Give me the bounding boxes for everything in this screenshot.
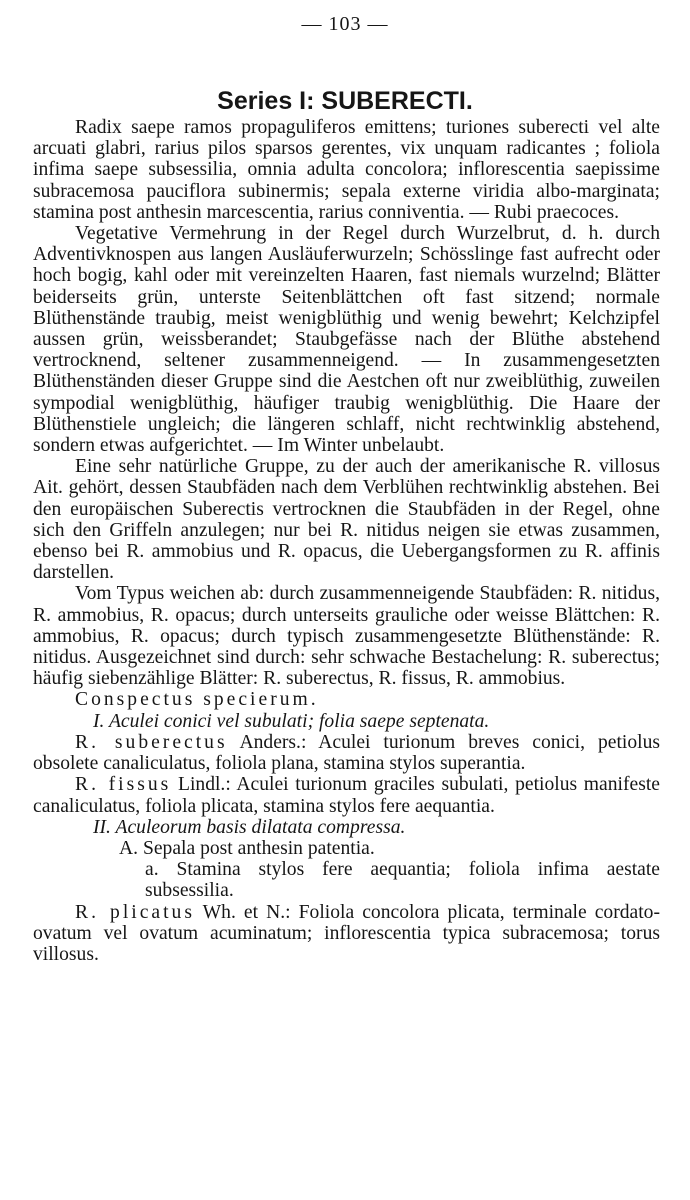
species-description: Aculei turionum graciles subulati, petiolus manifeste canaliculatus, foliola plicata, stamina stylos fere aequantia. xyxy=(33,774,660,817)
species-author: Wh. et N.: xyxy=(202,901,291,923)
text-body xyxy=(33,117,660,965)
species-entry-fissus xyxy=(33,774,660,816)
species-entry-plicatus xyxy=(33,902,660,966)
species-name: R. suberectus xyxy=(75,731,228,753)
species-name: R. fissus xyxy=(75,774,172,796)
species-author: Anders.: xyxy=(239,731,307,753)
section-title: Series I: SUBERECTI. xyxy=(217,87,473,115)
paragraph-group-remarks: Eine sehr natürliche Gruppe, zu der auch der amerikanische R. villosus Ait. gehört, dessen Staubfäden nach dem Verblühen rechtwinklig abstehen. Bei den europäischen Suberectis vertrocknen die Staubfäden in der Regel, ohne sich den Griffeln anzulegen; nur bei R. nitidus neigen sie etwas zusammen, ebenso bei R. ammobius und R. opacus, die Uebergangsformen zu R. affinis darstellen. xyxy=(33,456,660,584)
conspectus-heading: Conspectus specierum. xyxy=(75,689,319,711)
paragraph-deviations: Vom Typus weichen ab: durch zusammenneigende Staubfäden: R. nitidus, R. ammobius, R. opacus; durch unterseits grauliche oder weisse Blättchen: R. ammobius, R. opacus; durch typisch zusammengesetzte Blüthenstände: R. nitidus. Ausgezeichnet sind durch: sehr schwache Bestachelung: R. suberectus; häufig siebenzählige Blätter: R. suberectus, R. fissus, R. ammobius. xyxy=(33,583,660,690)
species-description: Aculei turionum breves conici, petiolus obsolete canaliculatus, foliola plana, stamina stylos superantia. xyxy=(33,731,660,775)
paragraph-latin-diagnosis: Radix saepe ramos propaguliferos emittens; turiones suberecti vel alte arcuati glabri, rarius pilos sparsos gerentes, vix unquam radicantes ; foliola infima saepe subsessilia, omnia adulta concolora; inflorescentia saepissime subracemosa pauciflora subinermis; sepala externe viridia albo-marginata; stamina post anthesin marcescentia, rarius conniventia. — Rubi praecoces. xyxy=(33,117,660,223)
key-group-I: I. Aculei conici vel subulati; folia saepe septenata. xyxy=(93,710,490,732)
paragraph-german-description: Vegetative Vermehrung in der Regel durch Wurzelbrut, d. h. durch Adventivknospen aus langen Ausläuferwurzeln; Schösslinge fast aufrecht oder hoch bogig, kahl oder mit vereinzelten Haaren, fast niemals wurzelnd; Blätter beiderseits grün, unterste Seitenblättchen oft fast sitzend; normale Blüthenstände traubig, meist wenigblüthig und wenig bewehrt; Kelchzipfel aussen grün, weissberandet; Staubgefässe nach der Blüthe abstehend vertrocknend, seltener zusammenneigend. — In zusammengesetzten Blüthenständen dieser Gruppe sind die Aestchen oft nur zweiblüthig, zuweilen sympodial wenigblüthig, häufiger traubig wenigblüthig. Die Haare der Blüthenstiele ungleich; die längeren schlaff, nicht rechtwinklig abstehend, sondern etwas aufgerichtet. — Im Winter unbelaubt. xyxy=(33,223,660,457)
species-name: R. plicatus xyxy=(75,901,195,923)
species-description: Foliola concolora plicata, terminale cordato-ovatum vel ovatum acuminatum; inflorescentia typica subracemosa; torus villosus. xyxy=(33,901,660,965)
key-group-A: A. Sepala post anthesin patentia. xyxy=(119,837,375,859)
species-entry-suberectus xyxy=(33,732,660,774)
species-author: Lindl.: xyxy=(177,774,231,796)
page-number: — 103 — xyxy=(301,13,389,35)
key-group-II: II. Aculeorum basis dilatata compressa. xyxy=(93,816,406,838)
key-group-a: a. Stamina stylos fere aequantia; foliola infima aestate subsessilia. xyxy=(145,859,660,902)
